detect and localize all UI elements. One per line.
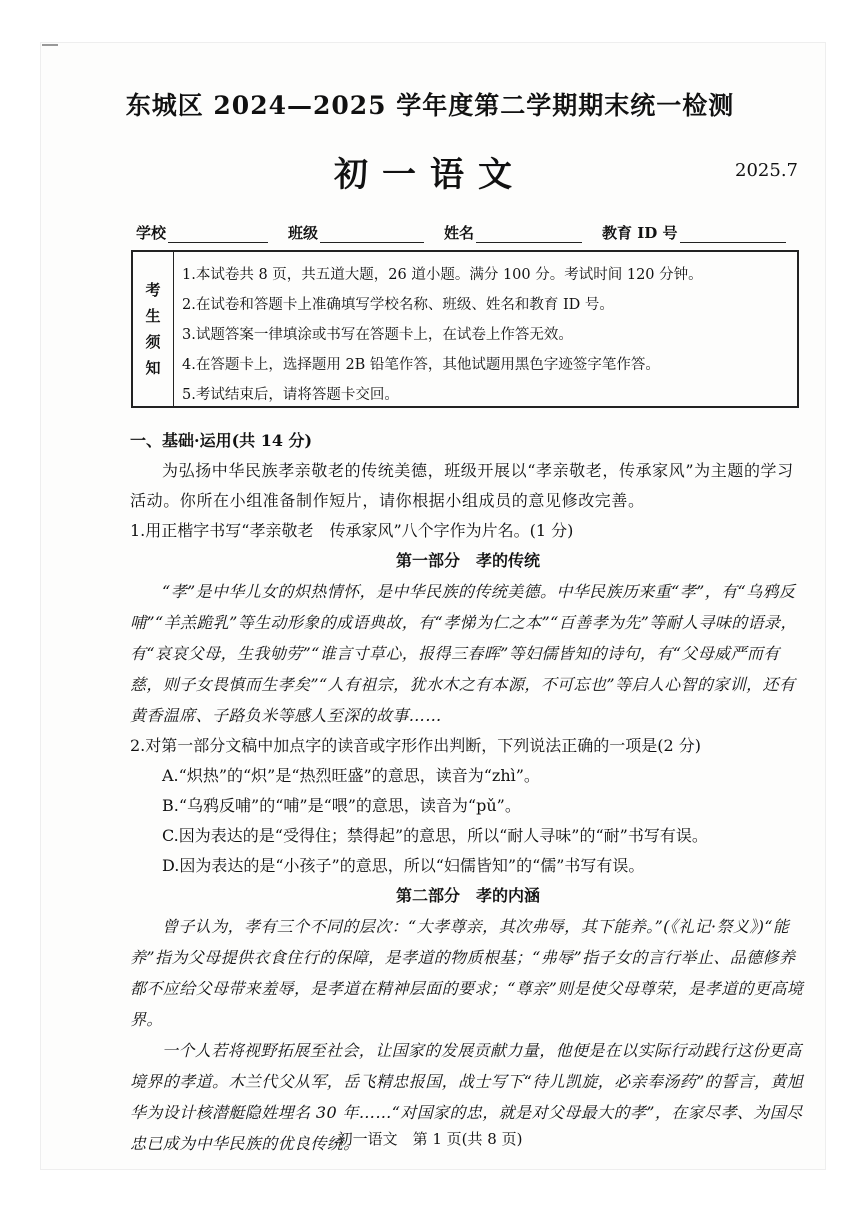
notice-item: 3.试题答案一律填涂或书写在答题卡上，在试卷上作答无效。	[182, 327, 573, 343]
activity-intro: 为弘扬中华民族孝亲敬老的传统美德，班级开展以“孝亲敬老，传承家风”为主题的学习活动。你所在小组准备制作短片，请你根据小组成员的意见修改完善。	[130, 461, 794, 510]
notice-label-char: 知	[145, 359, 161, 377]
option-a: A.“炽热”的“炽”是“热烈旺盛”的意思，读音为“zhì”。	[162, 766, 540, 785]
name-label: 姓名	[444, 224, 475, 242]
notice-label	[133, 252, 174, 406]
section1	[130, 426, 806, 1159]
scan-mark	[42, 44, 58, 46]
school-field	[136, 222, 268, 243]
edu-id-field	[602, 222, 785, 243]
notice-label-char: 考	[145, 281, 161, 299]
school-blank[interactable]	[168, 226, 268, 243]
edu-id-label: 教育 ID 号	[602, 224, 678, 242]
question-2: 2.对第一部分文稿中加点字的读音或字形作出判断，下列说法正确的一项是(2 分)	[130, 736, 702, 755]
notice-label-char: 生	[145, 307, 161, 325]
notice-item: 1.本试卷共 8 页，共五道大题，26 道小题。满分 100 分。考试时间 120 分钟。	[182, 267, 703, 283]
part2-paragraph-1: 曾子认为，孝有三个不同的层次：“大孝尊亲，其次弗辱，其下能养。”(《礼记·祭义》)“能养”指为父母提供衣食住行的保障，是孝道的物质根基；“弗辱”指子女的言行举止、品德修养都不应给父母带来羞辱，是孝道在精神层面的要求；“尊亲”则是使父母尊荣，是孝道的更高境界。	[130, 917, 804, 1029]
section-heading: 一、基础·运用(共 14 分)	[130, 431, 313, 450]
notice-item: 2.在试卷和答题卡上准确填写学校名称、班级、姓名和教育 ID 号。	[182, 297, 614, 313]
question-1: 1.用正楷字书写“孝亲敬老 传承家风”八个字作为片名。(1 分)	[130, 521, 574, 540]
school-label: 学校	[136, 224, 167, 242]
part2-title: 第二部分 孝的内涵	[395, 886, 540, 905]
notice-list	[174, 252, 797, 406]
name-blank[interactable]	[476, 226, 582, 243]
notice-label-char: 须	[145, 333, 161, 351]
option-b: B.“乌鸦反哺”的“哺”是“喂”的意思，读音为“pǔ”。	[162, 796, 521, 815]
edu-id-blank[interactable]	[680, 226, 786, 243]
exam-date: 2025.7	[735, 160, 798, 181]
notice-item: 5.考试结束后，请将答题卡交回。	[182, 387, 399, 403]
page-footer: 初一语文 第 1 页(共 8 页)	[337, 1130, 523, 1148]
class-label: 班级	[288, 224, 319, 242]
class-blank[interactable]	[320, 226, 424, 243]
part2-paragraph-2: 一个人若将视野拓展至社会，让国家的发展贡献力量，他便是在以实际行动践行这份更高境界的孝道。木兰代父从军，岳飞精忠报国，战士写下“待儿凯旋，必亲奉汤药”的誓言，黄旭华为设计核潜艇隐姓埋名 30 年……“对国家的忠，就是对父母最大的孝”，在家尽孝、为国尽忠已成为中华民族的优良传统。	[130, 1041, 804, 1153]
exam-title: 东城区 2024—2025 学年度第二学期期末统一检测	[125, 91, 735, 120]
name-field	[444, 222, 582, 243]
student-info-row	[136, 222, 796, 243]
part1-passage: “孝”是中华儿女的炽热情怀，是中华民族的传统美德。中华民族历来重“孝”，有“乌鸦反哺”“羊羔跪乳”等生动形象的成语典故，有“孝悌为仁之本”“百善孝为先”等耐人寻味的语录，有“哀哀父母，生我劬劳”“谁言寸草心，报得三春晖”等妇儒皆知的诗句，有“父母威严而有慈，则子女畏慎而生孝矣”“人有祖宗，犹水木之有本源，不可忘也”等启人心智的家训，还有黄香温席、子路负米等感人至深的故事……	[130, 582, 797, 725]
class-field	[288, 222, 424, 243]
subject-title: 初一语文	[334, 155, 526, 195]
notice-item: 4.在答题卡上，选择题用 2B 铅笔作答，其他试题用黑色字迹签字笔作答。	[182, 357, 660, 373]
part1-title: 第一部分 孝的传统	[395, 551, 540, 570]
option-c: C.因为表达的是“受得住；禁得起”的意思，所以“耐人寻味”的“耐”书写有误。	[162, 826, 708, 845]
option-d: D.因为表达的是“小孩子”的意思，所以“妇儒皆知”的“儒”书写有误。	[162, 856, 645, 875]
notice-box	[131, 250, 799, 408]
